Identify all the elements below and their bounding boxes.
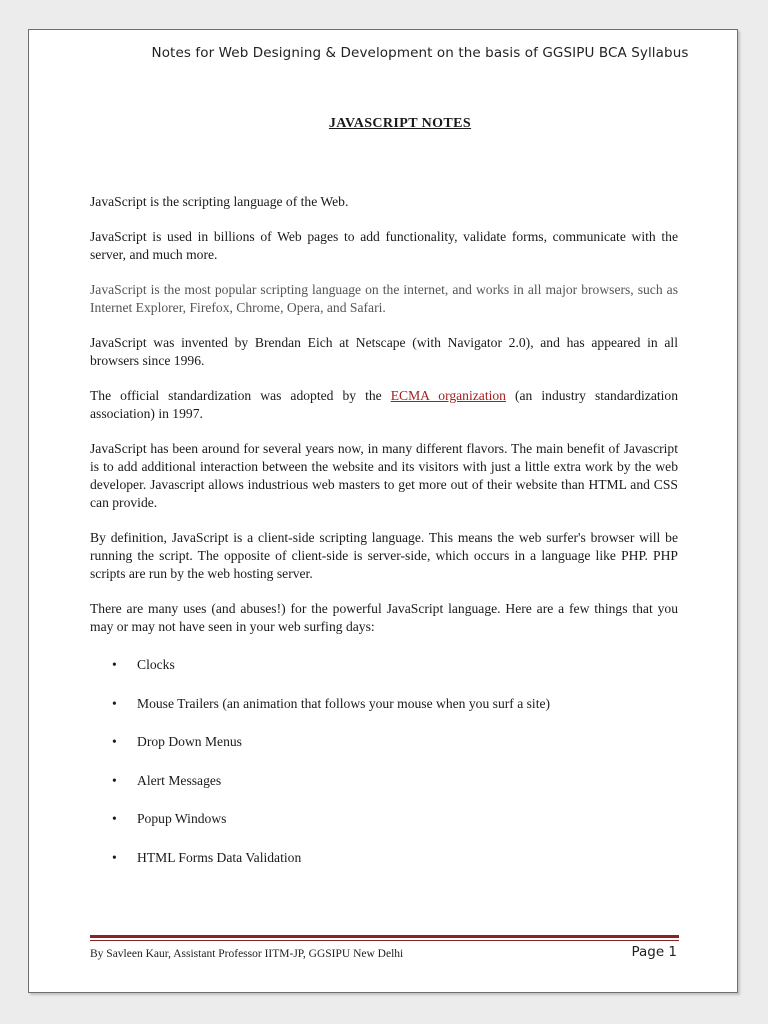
ecma-organization-link[interactable]: ECMA organization — [390, 388, 506, 403]
list-item — [110, 849, 678, 888]
paragraph-definition: By definition, JavaScript is a client-side scripting language. This means the web surfer's browser will be running the script. The opposite of client-side is server-side, which occurs in a language like PHP. PHP scripts are run by the web hosting server. — [90, 530, 678, 581]
list-item-label: Clocks — [137, 657, 175, 672]
list-item — [110, 695, 678, 734]
list-item — [110, 656, 678, 695]
paragraph-uses-intro: There are many uses (and abuses!) for the powerful JavaScript language. Here are a few things that you may or may not have seen in your web surfing days: — [90, 601, 678, 634]
bullet-icon: • — [112, 734, 117, 749]
document-body — [90, 193, 678, 887]
bullet-icon: • — [112, 849, 117, 865]
footer-rule-thick — [90, 935, 679, 938]
paragraph-benefits: JavaScript has been around for several years now, in many different flavors. The main benefit of Javascript is to add additional interaction between the website and its visitors with just a little extra work by the web developer. Javascript allows industrious web masters to get more out of their website than HTML and CSS can provide. — [90, 441, 678, 510]
list-item — [110, 810, 678, 849]
list-item-label: Drop Down Menus — [137, 734, 242, 749]
paragraph-history: JavaScript was invented by Brendan Eich at Netscape (with Navigator 2.0), and has appeared in all browsers since 1996. — [90, 335, 678, 368]
document-page — [28, 29, 738, 993]
standardization-text-after: (an industry standardization association) in 1997. — [90, 388, 678, 421]
paragraph-standardization — [90, 387, 678, 423]
footer-author: By Savleen Kaur, Assistant Professor IITM-JP, GGSIPU New Delhi — [90, 948, 404, 960]
page-header: Notes for Web Designing & Development on the basis of GGSIPU BCA Syllabus — [151, 45, 689, 61]
document-title: JAVASCRIPT NOTES — [328, 116, 472, 131]
standardization-text-before: The official standardization was adopted by the — [90, 388, 391, 403]
paragraph-usage: JavaScript is used in billions of Web pages to add functionality, validate forms, communicate with the server, and much more. — [90, 229, 678, 262]
paragraph-popularity: JavaScript is the most popular scripting language on the internet, and works in all major browsers, such as Internet Explorer, Firefox, Chrome, Opera, and Safari. — [90, 282, 678, 315]
bullet-icon: • — [112, 657, 117, 672]
list-item-label: Alert Messages — [137, 772, 222, 788]
bullet-icon: • — [112, 811, 117, 826]
list-item-label: HTML Forms Data Validation — [137, 849, 302, 865]
list-item — [110, 772, 678, 811]
list-item-label: Mouse Trailers (an animation that follows your mouse when you surf a site) — [137, 695, 551, 711]
page-number: Page 1 — [631, 944, 677, 960]
list-item — [110, 733, 678, 772]
list-item-label: Popup Windows — [137, 811, 227, 826]
bullet-icon: • — [112, 695, 117, 711]
paragraph-intro: JavaScript is the scripting language of the Web. — [90, 194, 349, 209]
uses-list — [90, 656, 678, 887]
bullet-icon: • — [112, 772, 117, 788]
footer-rule-thin — [90, 940, 679, 941]
